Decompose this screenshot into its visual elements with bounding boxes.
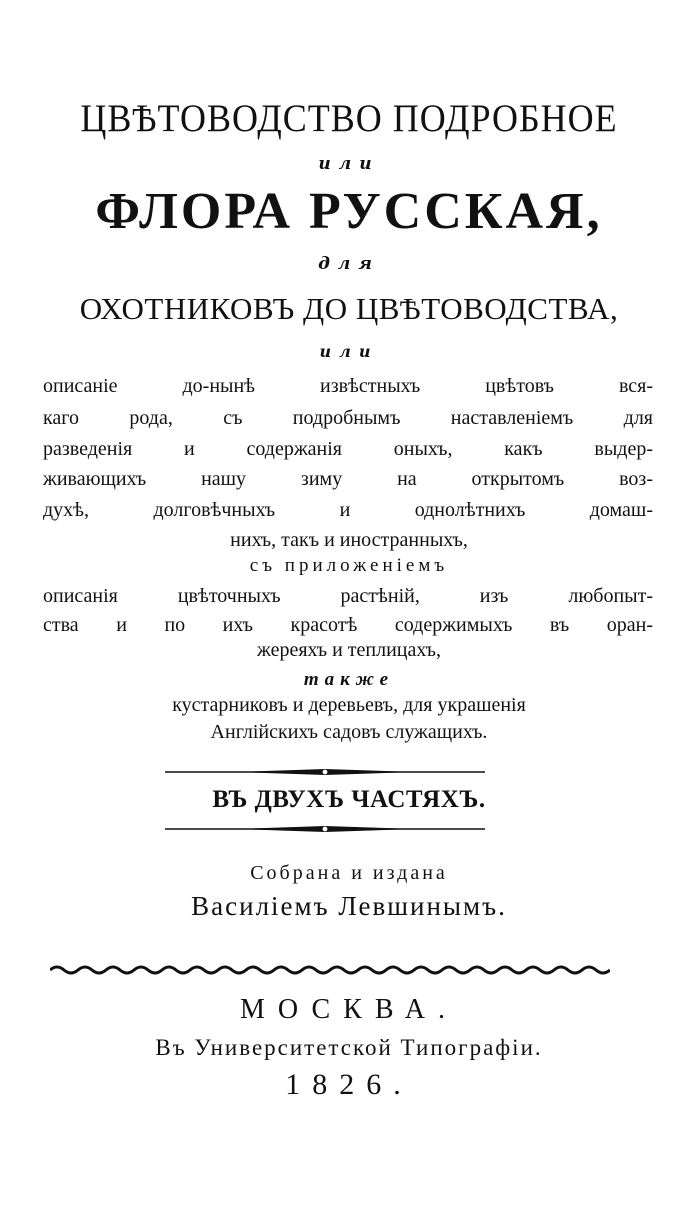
or-connector-1: или	[318, 154, 380, 174]
author-name: Василіемъ Левшинымъ.	[191, 891, 507, 921]
parts-note: ВЪ ДВУХЪ ЧАСТЯХЪ.	[212, 786, 486, 813]
publisher: Въ Университетской Типографіи.	[155, 1035, 543, 1060]
appendix-line: ства и по ихъ красотѣ содержимыхъ въ оран-	[43, 614, 653, 636]
also-line: Англійскихъ садовъ служащихъ.	[210, 721, 488, 743]
description-line: описаніе до-нынѣ извѣстныхъ цвѣтовъ вся-	[43, 375, 653, 397]
ornamental-rule-bottom	[165, 825, 485, 833]
description-line: нихъ, такъ и иностранныхъ,	[230, 529, 468, 551]
wave-divider	[50, 963, 610, 977]
title-line-3: ОХОТНИКОВЪ ДО ЦВѢТОВОДСТВА,	[79, 291, 619, 326]
appendix-line: жереяхъ и теплицахъ,	[257, 639, 441, 661]
publication-city: МОСКВА.	[240, 994, 458, 1025]
description-line: живающихъ нашу зиму на открытомъ воз-	[43, 468, 653, 490]
for-connector: для	[318, 254, 380, 274]
description-line: каго рода, съ подробнымъ наставленіемъ для	[43, 407, 653, 429]
title-line-1: ЦВѢТОВОДСТВО ПОДРОБНОЕ	[80, 96, 618, 140]
description-line: разведенія и содержанія оныхъ, какъ выдер-	[43, 438, 653, 460]
publication-year: 1826.	[285, 1068, 413, 1101]
title-line-2: ФЛОРА РУССКАЯ,	[95, 183, 603, 240]
appendix-line: описанія цвѣточныхъ растѣній, изъ любопыт-	[43, 585, 653, 607]
also-line: кустарниковъ и деревьевъ, для украшенія	[172, 694, 526, 716]
ornamental-rule-top	[165, 768, 485, 776]
also-connector: также	[303, 669, 395, 690]
description-line: духѣ, долговѣчныхъ и однолѣтнихъ домаш-	[43, 499, 653, 521]
appendix-heading: съ приложеніемъ	[249, 555, 449, 576]
collected-label: Собрана и издана	[250, 862, 448, 884]
or-connector-2: или	[319, 342, 379, 361]
